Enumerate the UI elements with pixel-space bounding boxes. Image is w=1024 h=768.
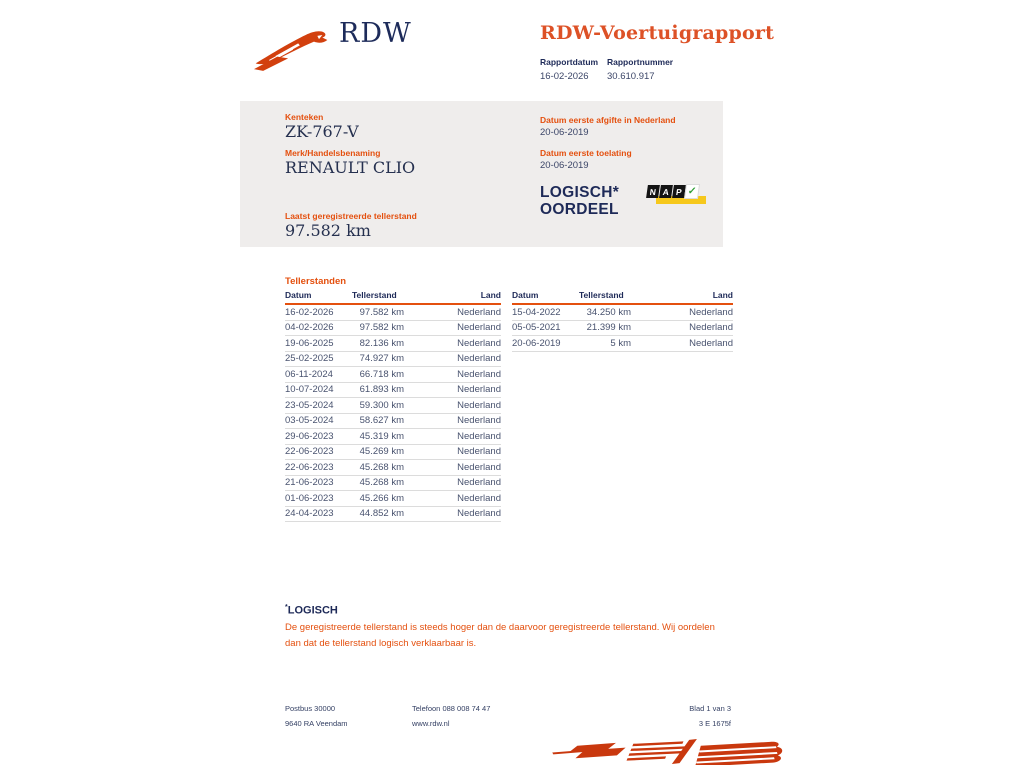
report-date-block xyxy=(540,57,607,82)
oordeel-text xyxy=(540,184,619,218)
footnote-title xyxy=(285,604,338,617)
cell-datum: 01-06-2023 xyxy=(285,492,334,504)
cell-land: Nederland xyxy=(457,446,501,458)
cell-land: Nederland xyxy=(689,337,733,349)
cell-tellerstand: 45.269 km xyxy=(359,446,404,458)
footnote-title-text: LOGISCH xyxy=(287,604,338,617)
oordeel-line2: OORDEEL xyxy=(540,201,619,218)
cell-tellerstand: 82.136 km xyxy=(359,337,404,349)
footer-phone: Telefoon 088 008 74 47 xyxy=(412,704,491,713)
table-row xyxy=(285,321,501,337)
kenteken-value: ZK-767-V xyxy=(285,122,359,141)
footer-form-code: 3 E 1675f xyxy=(698,719,731,728)
table-row xyxy=(512,336,733,352)
table-row xyxy=(285,367,501,383)
table-row xyxy=(285,383,501,399)
table-row xyxy=(285,445,501,461)
cell-tellerstand: 74.927 km xyxy=(359,353,404,365)
merk-label: Merk/Handelsbenaming xyxy=(285,148,381,158)
cell-datum: 21-06-2023 xyxy=(285,477,334,489)
table-row xyxy=(285,507,501,523)
table-body xyxy=(285,305,501,522)
cell-datum: 22-06-2023 xyxy=(285,446,334,458)
footer-page-info xyxy=(689,701,731,731)
eerste-afgifte-value: 20-06-2019 xyxy=(540,127,589,138)
cell-land: Nederland xyxy=(457,368,501,380)
table-body xyxy=(512,305,733,352)
footer-address-line1: Postbus 30000 xyxy=(285,704,336,713)
cell-land: Nederland xyxy=(457,508,501,520)
rdw-logo-text: RDW xyxy=(339,18,412,49)
cell-land: Nederland xyxy=(457,492,501,504)
cell-datum: 10-07-2024 xyxy=(285,384,334,396)
nap-logo xyxy=(647,185,701,206)
cell-tellerstand: 5 km xyxy=(610,337,631,349)
cell-tellerstand: 45.266 km xyxy=(359,492,404,504)
cell-datum: 05-05-2021 xyxy=(512,322,561,334)
cell-tellerstand: 61.893 km xyxy=(359,384,404,396)
table-row xyxy=(512,305,733,321)
table-row xyxy=(285,460,501,476)
report-date-label: Rapportdatum xyxy=(540,57,599,67)
footnote-text: De geregistreerde tellerstand is steeds hoger dan de daarvoor geregistreerde tellerstand. Wij oordelen dan dat de tellerstand logisch verklaarbaar is. xyxy=(285,622,715,650)
vehicle-summary-panel xyxy=(240,101,723,247)
report-meta xyxy=(540,57,673,82)
cell-land: Nederland xyxy=(457,337,501,349)
cell-land: Nederland xyxy=(457,461,501,473)
column-header-land: Land xyxy=(480,290,501,300)
cell-land: Nederland xyxy=(457,384,501,396)
cell-land: Nederland xyxy=(689,322,733,334)
cell-tellerstand: 97.582 km xyxy=(359,322,404,334)
eerste-toelating-value: 20-06-2019 xyxy=(540,160,589,171)
report-number-label: Rapportnummer xyxy=(607,57,674,67)
rdw-bird-icon xyxy=(252,25,336,75)
table-row xyxy=(512,321,733,337)
merk-value: RENAULT CLIO xyxy=(285,158,416,177)
cell-datum: 03-05-2024 xyxy=(285,415,334,427)
table-row xyxy=(285,414,501,430)
table-row xyxy=(285,491,501,507)
tellerstanden-table-right xyxy=(512,290,733,352)
column-header-datum: Datum xyxy=(285,290,312,300)
report-number-block xyxy=(607,57,673,82)
table-row xyxy=(285,429,501,445)
column-header-land: Land xyxy=(712,290,733,300)
footer-website: www.rdw.nl xyxy=(412,719,450,728)
cell-land: Nederland xyxy=(457,399,501,411)
cell-datum: 15-04-2022 xyxy=(512,306,561,318)
table-row xyxy=(285,336,501,352)
table-row xyxy=(285,305,501,321)
cell-tellerstand: 45.319 km xyxy=(359,430,404,442)
table-header-row xyxy=(285,290,501,305)
cell-tellerstand: 44.852 km xyxy=(359,508,404,520)
cell-datum: 20-06-2019 xyxy=(512,337,561,349)
eerste-toelating-label: Datum eerste toelating xyxy=(540,148,632,158)
cell-tellerstand: 59.300 km xyxy=(359,399,404,411)
column-header-tellerstand: Tellerstand xyxy=(579,290,624,300)
cell-datum: 04-02-2026 xyxy=(285,322,334,334)
tellerstanden-heading: Tellerstanden xyxy=(285,276,347,287)
cell-tellerstand: 58.627 km xyxy=(359,415,404,427)
cell-datum: 23-05-2024 xyxy=(285,399,334,411)
cell-land: Nederland xyxy=(457,430,501,442)
cell-datum: 24-04-2023 xyxy=(285,508,334,520)
table-row xyxy=(285,476,501,492)
rdw-wing-detail-graphic xyxy=(549,738,787,765)
nap-letter-p: P xyxy=(672,185,686,198)
table-row xyxy=(285,352,501,368)
footer-address xyxy=(285,701,348,731)
document-title: RDW-Voertuigrapport xyxy=(540,22,775,44)
footnote-star: * xyxy=(285,604,288,611)
cell-land: Nederland xyxy=(457,306,501,318)
table-header-row xyxy=(512,290,733,305)
report-number-value: 30.610.917 xyxy=(607,71,655,82)
cell-land: Nederland xyxy=(457,322,501,334)
oordeel-line1: LOGISCH* xyxy=(540,184,620,201)
nap-letter-a: A xyxy=(659,185,673,198)
cell-tellerstand: 45.268 km xyxy=(359,461,404,473)
report-date-value: 16-02-2026 xyxy=(540,71,589,82)
cell-tellerstand: 66.718 km xyxy=(359,368,404,380)
cell-land: Nederland xyxy=(457,353,501,365)
footer-address-line2: 9640 RA Veendam xyxy=(285,719,348,728)
column-header-datum: Datum xyxy=(512,290,539,300)
laatste-tellerstand-label: Laatst geregistreerde tellerstand xyxy=(285,211,417,221)
cell-land: Nederland xyxy=(457,415,501,427)
cell-tellerstand: 34.250 km xyxy=(586,306,631,318)
nap-tiles xyxy=(646,185,699,198)
cell-datum: 29-06-2023 xyxy=(285,430,334,442)
cell-land: Nederland xyxy=(689,306,733,318)
cell-datum: 19-06-2025 xyxy=(285,337,334,349)
nap-letter-n: N xyxy=(646,185,660,198)
tellerstanden-table-left xyxy=(285,290,501,522)
cell-tellerstand: 21.399 km xyxy=(586,322,631,334)
cell-datum: 25-02-2025 xyxy=(285,353,334,365)
kenteken-label: Kenteken xyxy=(285,112,324,122)
laatste-tellerstand-value: 97.582 km xyxy=(285,221,371,240)
cell-datum: 06-11-2024 xyxy=(285,368,333,380)
cell-tellerstand: 45.268 km xyxy=(359,477,404,489)
eerste-afgifte-label: Datum eerste afgifte in Nederland xyxy=(540,115,676,125)
cell-datum: 16-02-2026 xyxy=(285,306,334,318)
footer-page-indicator: Blad 1 van 3 xyxy=(689,704,731,713)
cell-tellerstand: 97.582 km xyxy=(359,306,404,318)
cell-land: Nederland xyxy=(457,477,501,489)
column-header-tellerstand: Tellerstand xyxy=(352,290,397,300)
footer-contact xyxy=(412,701,490,731)
cell-datum: 22-06-2023 xyxy=(285,461,334,473)
table-row xyxy=(285,398,501,414)
nap-check-icon: ✓ xyxy=(687,186,697,197)
